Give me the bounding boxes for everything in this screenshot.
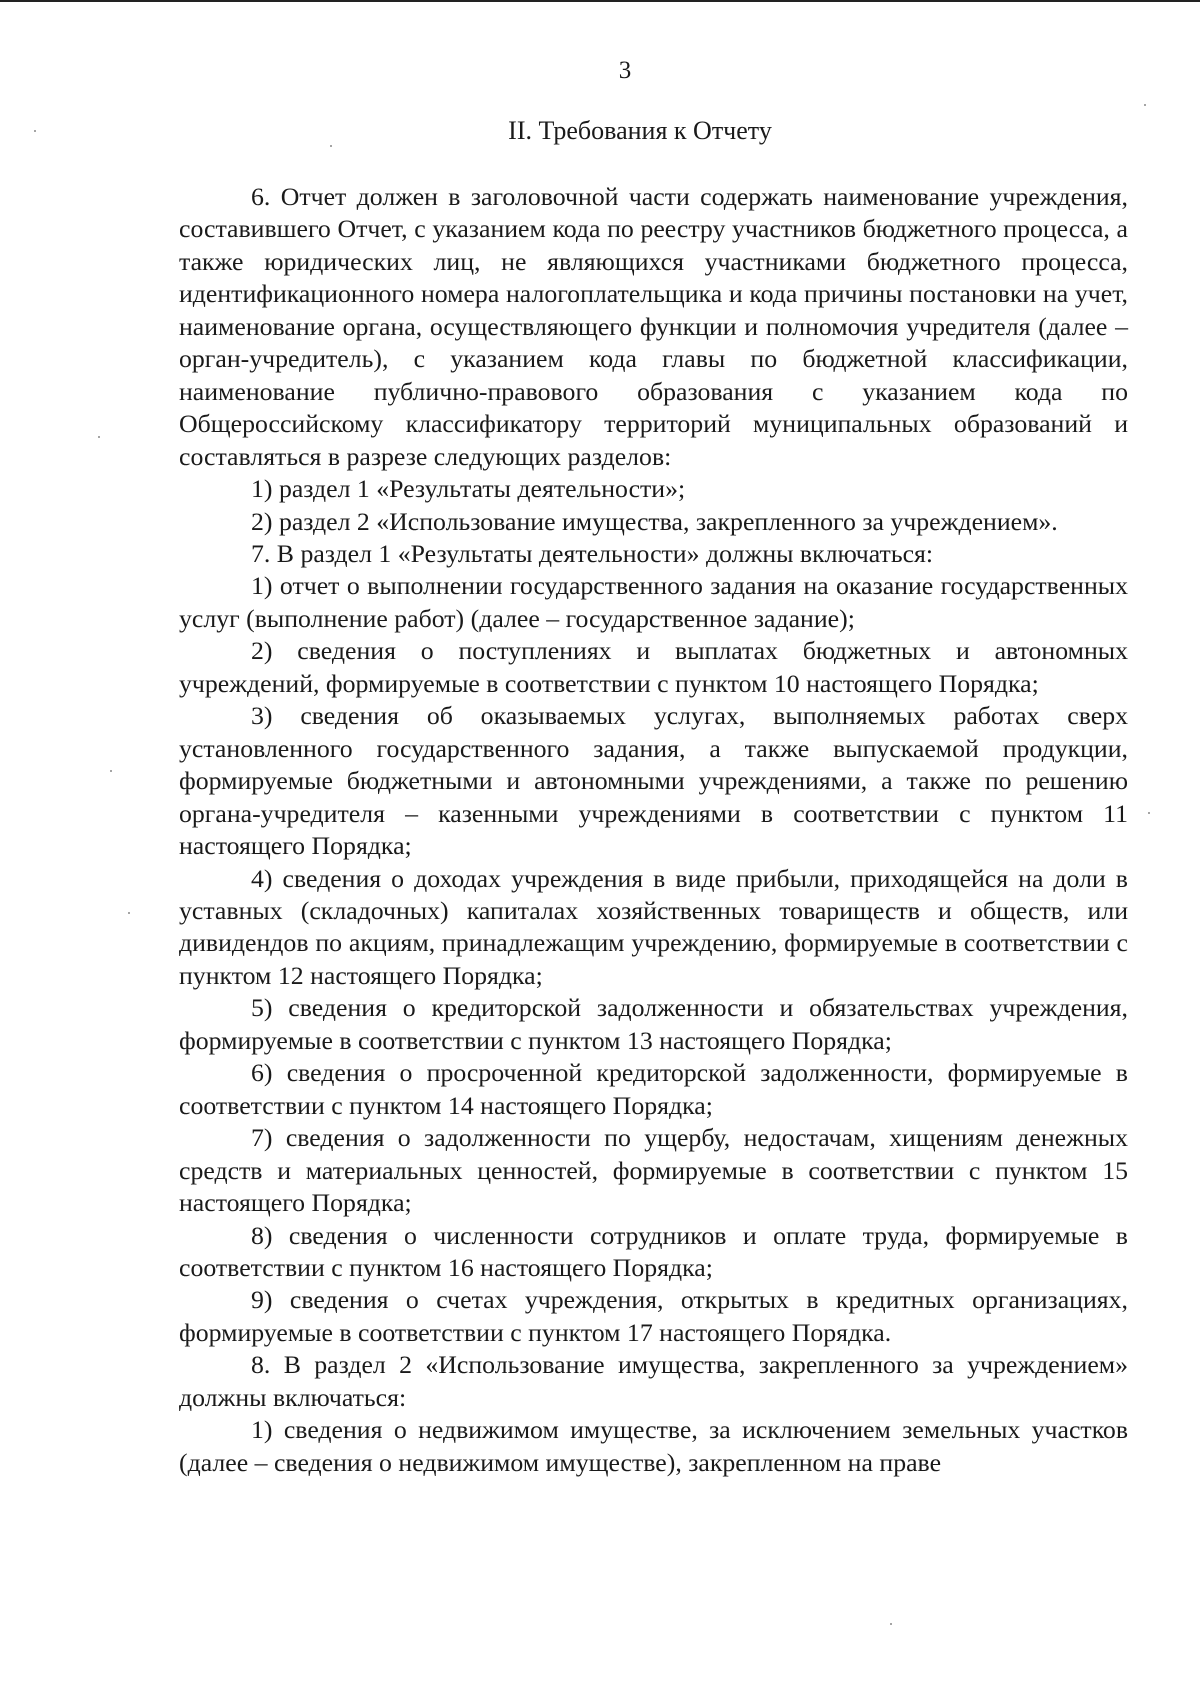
page-top-edge	[0, 0, 1200, 2]
paragraph-6-item-2: 2) раздел 2 «Использование имущества, закрепленного за учреждением».	[251, 506, 1058, 536]
paragraph-7-item-4: 4) сведения о доходах учреждения в виде прибыли, приходящейся на доли в уставных (складочных) капиталах хозяйственных товариществ и обществ, или дивидендов по акциям, принадлежащим учреждению, формируемые в соответствии с пунктом 12 настоящего Порядка;	[179, 863, 1128, 990]
scan-speck	[128, 912, 130, 914]
paragraph-7-item-7: 7) сведения о задолженности по ущербу, недостачам, хищениям денежных средств и материальных ценностей, формируемые в соответствии с пунктом 15 настоящего Порядка;	[179, 1123, 1128, 1218]
scan-speck	[330, 145, 332, 147]
paragraph-6: 6. Отчет должен в заголовочной части содержать наименование учреждения, составившего Отчет, с указанием кода по реестру участников бюджетного процесса, а также юридических лиц, не являющихся участниками бюджетного процесса, идентификационного номера налогоплательщика и кода причины постановки на учет, наименование органа, осуществляющего функции и полномочия учредителя (далее – орган-учредитель), с указанием кода главы по бюджетной классификации, наименование публично-правового образования с указанием кода по Общероссийскому классификатору территорий муниципальных образований и составляться в разрезе следующих разделов:	[179, 182, 1128, 471]
paragraph-7-item-2: 2) сведения о поступлениях и выплатах бюджетных и автономных учреждений, формируемые в соответствии с пунктом 10 настоящего Порядка;	[179, 636, 1128, 698]
page-number: 3	[618, 57, 632, 84]
paragraph-7-item-8: 8) сведения о численности сотрудников и оплате труда, формируемые в соответствии с пунктом 16 настоящего Порядка;	[179, 1220, 1128, 1282]
paragraph-7-item-3: 3) сведения об оказываемых услугах, выполняемых работах сверх установленного государственного задания, а также выпускаемой продукции, формируемые бюджетными и автономными учреждениями, а также по решению органа-учредителя – казенными учреждениями в соответствии с пунктом 11 настоящего Порядка;	[179, 701, 1128, 861]
scan-speck	[1144, 104, 1146, 106]
scan-speck	[34, 130, 36, 132]
scan-speck	[890, 1623, 892, 1625]
paragraph-8: 8. В раздел 2 «Использование имущества, закрепленного за учреждением» должны включаться:	[179, 1350, 1128, 1412]
section-title: II. Требования к Отчету	[508, 116, 772, 145]
paragraph-8-item-1: 1) сведения о недвижимом имуществе, за исключением земельных участков (далее – сведения о недвижимом имуществе), закрепленном на праве	[179, 1415, 1128, 1477]
document-body	[179, 181, 1128, 1479]
paragraph-7-item-6: 6) сведения о просроченной кредиторской задолженности, формируемые в соответствии с пунктом 14 настоящего Порядка;	[179, 1058, 1128, 1120]
paragraph-6-item-1: 1) раздел 1 «Результаты деятельности»;	[251, 474, 686, 504]
scan-speck	[98, 436, 100, 438]
scan-speck	[1148, 812, 1150, 814]
scan-speck	[110, 770, 112, 772]
paragraph-7-item-1: 1) отчет о выполнении государственного задания на оказание государственных услуг (выполнение работ) (далее – государственное задание);	[179, 571, 1128, 633]
paragraph-7: 7. В раздел 1 «Результаты деятельности» должны включаться:	[251, 538, 934, 568]
paragraph-7-item-9: 9) сведения о счетах учреждения, открытых в кредитных организациях, формируемые в соответствии с пунктом 17 настоящего Порядка.	[179, 1285, 1128, 1347]
paragraph-7-item-5: 5) сведения о кредиторской задолженности и обязательствах учреждения, формируемые в соответствии с пунктом 13 настоящего Порядка;	[179, 993, 1128, 1055]
